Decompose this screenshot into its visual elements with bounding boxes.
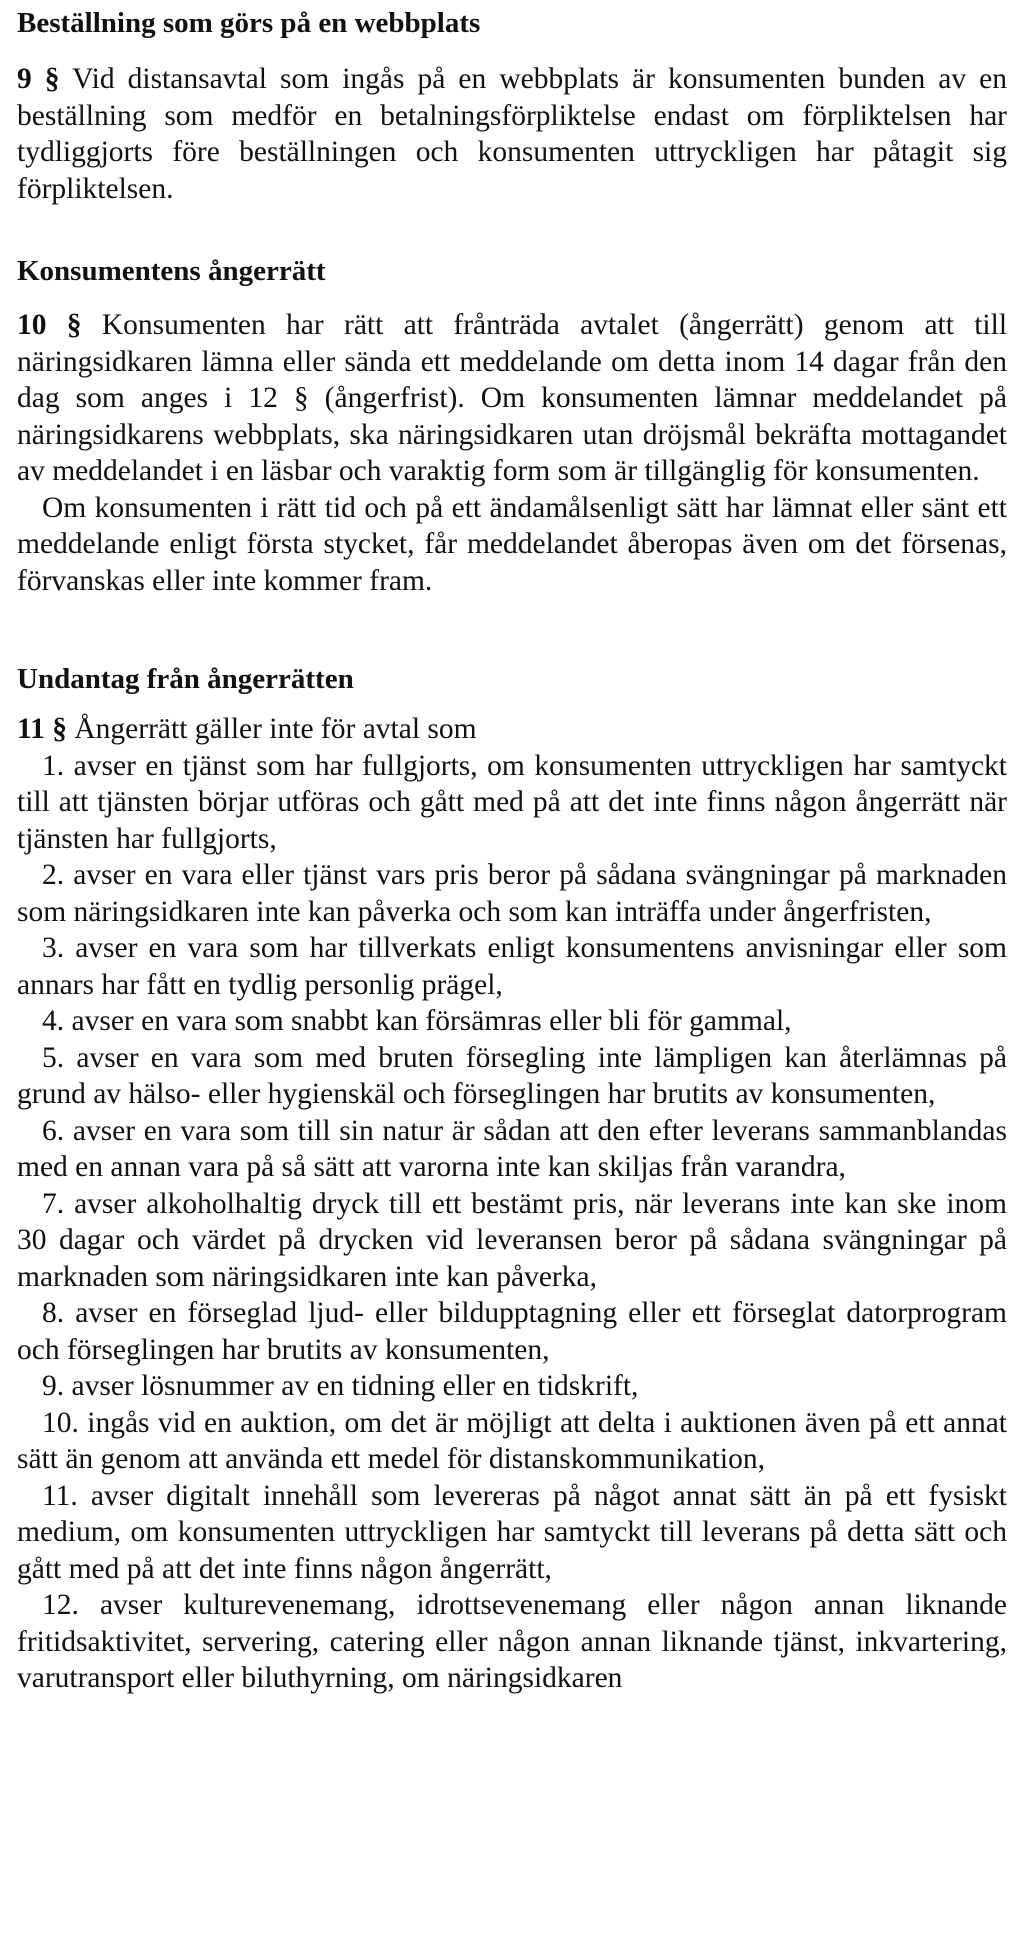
paragraph-9 xyxy=(17,61,1007,207)
list-item: 5. avser en vara som med bruten försegling inte lämpligen kan återlämnas på grund av hälso- eller hygienskäl och förseglingen har brutits av konsumenten, xyxy=(17,1041,1007,1110)
list-item: 7. avser alkoholhaltig dryck till ett bestämt pris, när leverans inte kan ske inom 30 dagar och värdet på drycken vid leveransen beror på sådana svängningar på marknaden som näringsidkaren inte kan påverka, xyxy=(17,1187,1007,1293)
list-item: 9. avser lösnummer av en tidning eller en tidskrift, xyxy=(42,1370,639,1402)
list-item: 4. avser en vara som snabbt kan försämras eller bli för gammal, xyxy=(42,1005,792,1037)
list-item: 3. avser en vara som har tillverkats enligt konsumentens anvisningar eller som annars har fått en tydlig personlig prägel, xyxy=(17,932,1007,1001)
document-page xyxy=(17,0,1007,1697)
section-heading-exceptions: Undantag från ångerrätten xyxy=(17,663,354,695)
list-item: 8. avser en förseglad ljud- eller bildupptagning eller ett förseglat datorprogram och förseglingen har brutits av konsumenten, xyxy=(17,1297,1007,1366)
list-item: 1. avser en tjänst som har fullgjorts, om konsumenten uttryckligen har samtyckt till att tjänsten börjar utföras och gått med på att det inte finns någon ångerrätt när tjänsten har fullgjorts, xyxy=(17,749,1007,855)
list-item: 11. avser digitalt innehåll som levereras på något annat sätt än på ett fysiskt medium, om konsumenten uttryckligen har samtyckt till leverans på detta sätt och gått med på att det inte finns någon ångerrätt, xyxy=(17,1479,1007,1585)
paragraph-11-intro xyxy=(17,711,1007,748)
section-heading-order-on-website: Beställning som görs på en webbplats xyxy=(17,7,481,39)
section-number-9: 9 § xyxy=(17,63,60,95)
list-item: 10. ingås vid en auktion, om det är möjligt att delta i auktionen även på ett annat sätt än genom att använda ett medel för distanskommunikation, xyxy=(17,1406,1007,1475)
list-item: 6. avser en vara som till sin natur är sådan att den efter leverans sammanblandas med en annan vara på så sätt att varorna inte kan skiljas från varandra, xyxy=(17,1114,1007,1183)
paragraph-11-intro-text: Ångerrätt gäller inte för avtal som xyxy=(74,713,477,745)
paragraph-10 xyxy=(17,307,1007,490)
paragraph-10-second: Om konsumenten i rätt tid och på ett ändamålsenligt sätt har lämnat eller sänt ett meddelande enligt första stycket, får meddelandet åberopas även om det försenas, förvanskas eller inte kommer fram. xyxy=(17,491,1007,597)
section-heading-right-of-withdrawal: Konsumentens ångerrätt xyxy=(17,255,326,287)
section-number-10: 10 § xyxy=(17,309,82,341)
list-item: 12. avser kulturevenemang, idrottsevenemang eller någon annan liknande fritidsaktivitet, servering, catering eller någon annan liknande tjänst, inkvartering, varutransport eller biluthyrning, om näringsidkaren xyxy=(17,1589,1007,1694)
list-item: 2. avser en vara eller tjänst vars pris beror på sådana svängningar på marknaden som näringsidkaren inte kan påverka och som kan inträffa under ångerfristen, xyxy=(17,859,1007,928)
paragraph-9-text: Vid distansavtal som ingås på en webbplats är konsumenten bunden av en beställning som medför en betalningsförpliktelse endast om förpliktelsen har tydliggjorts före beställningen och konsumenten uttryckligen har påtagit sig förpliktelsen. xyxy=(17,63,1007,205)
paragraph-10-text: Konsumenten har rätt att frånträda avtalet (ångerrätt) genom att till näringsidkaren lämna eller sända ett meddelande om detta inom 14 dagar från den dag som anges i 12 § (ångerfrist). Om konsumenten lämnar meddelandet på näringsidkarens webbplats, ska näringsidkaren utan dröjsmål bekräfta mottagandet av meddelandet i en läsbar och varaktig form som är tillgänglig för konsumenten. xyxy=(17,309,1008,487)
section-number-11: 11 § xyxy=(17,713,67,745)
